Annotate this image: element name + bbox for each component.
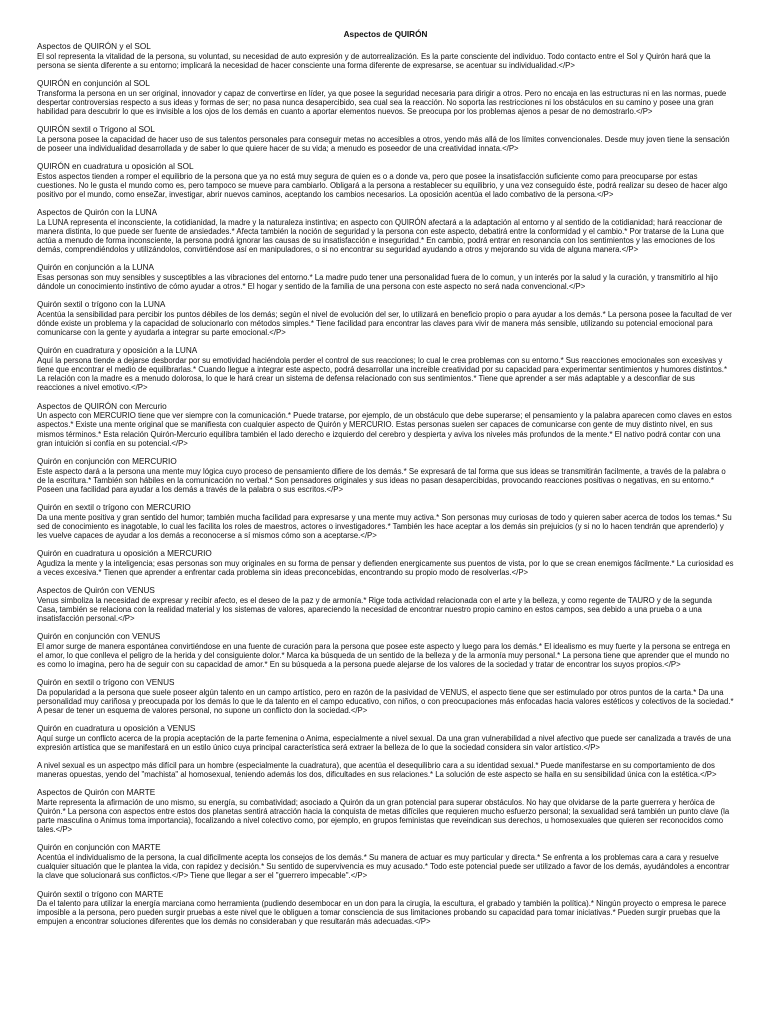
document-section (37, 42, 734, 70)
section-body: A nivel sexual es un aspectpo más difícil para un hombre (especialmente la cuadratura), que acentúa el desequilibrio cara a su identidad sexual.* Puede manifestarse en su comportamiento de dos maneras opuestas, yendo del "machista" al homosexual, teniendo además los dos, dificultades en sus relaciones.* La solución de este aspecto se halla en su sensibilidad única con la estética.</P> (37, 761, 717, 780)
section-heading: Aspectos de QUIRÓN con Mercurio (37, 401, 167, 411)
document-sections (37, 42, 734, 927)
section-heading: Quirón en cuadratura u oposición a MERCURIO (37, 548, 212, 558)
section-body: Aquí la persona tiende a dejarse desbordar por su emotividad haciéndola perder el control de sus reacciones; lo cual le crea problemas con su entorno.* Sus reacciones emocionales son excesivas y tiene que encontrar el medio de equilibrarlas.* Cuando llegue a integrar este aspecto, podrá desarrollar una increible creatividad por su capacidad para experimentar sentimientos y humores distintos.* La relación con la madre es a menudo dolorosa, lo que le hará crear un sistema de defensa relacionado con sus sentimientos.* Tiene que aprender a ser más adaptable y a desconfiar de sus reacciones a nivel emotivo.</P> (37, 356, 727, 393)
document-section (37, 761, 734, 779)
section-body: Este aspecto dará a la persona una mente muy lógica cuyo proceso de pensamiento difiere de los demás.* Se expresará de tal forma que sus ideas se transmitirán facilmente, a través de la palabra o de la escritura.* También son hábiles en la comunicación no verbal.* Son pensadores originales y sus ideas no pasan desapercibidas, provocando reacciones positivas o negativas, en su entorno.* Poseen una facilidad para ayudar a los demás a través de la palabra o sus escritos.</P> (37, 466, 726, 494)
section-body: Da una mente positiva y gran sentido del humor; también mucha facilidad para expresarse y una mente muy activa.* Son personas muy curiosas de todo y quieren saber acerca de todos los temas.* Su sed de conocimiento es inagotable, lo cual les facilita los roles de maestros, actores o investigadores.* También les hace aceptar a los demás sin prejuicios (y si no lo hacen tendrán que aprenderlo) y les vuelve capaces de ayudar a los demás a reconocerse a sí mismos cómo son a aceptarse.</P> (37, 512, 732, 540)
document-section (37, 503, 734, 540)
document-section (37, 79, 734, 116)
document-section (37, 457, 734, 494)
document-section (37, 346, 734, 392)
section-heading: Quirón en cuadratura u oposición a VENUS (37, 724, 196, 734)
section-body: Aquí surge un conflicto acerca de la propia aceptación de la parte femenina o Anima, especialmente a nivel sexual. Da una gran vulnerabilidad a nivel afectivo que puede ser canalizada a través de una expresión artística que se manifestará en un estilo único cuya principal característica será extraer la belleza de lo que la sociedad considera sin valor artístico.</P> (37, 733, 731, 752)
document-section (37, 632, 734, 669)
section-heading: Quirón sextil o trígono con la LUNA (37, 300, 166, 310)
document-section (37, 300, 734, 337)
section-heading: Quirón en conjunción con VENUS (37, 631, 161, 641)
section-heading: Quirón en sextil o trígono con MERCURIO (37, 502, 191, 512)
section-body: Estos aspectos tienden a romper el equilibrio de la persona que ya no está muy segura de quien es o a donde va, pero que posee la insatisfacción suficiente como para preocuparse por estas cuestiones. No le gusta el mundo como es, pero tampoco se mueve para cambiarlo. Obligará a la persona a restablecer su equilibrio, y una vez conseguido éste, podrá realizar su deseo de hacer algo positivo por el mundo, como enseZar, investigar, abrir nuevos caminos, aceptando los cambios necesarios. La oposición acentúa el lado combativo de la persona.</P> (37, 171, 728, 200)
section-body: Transforma la persona en un ser original, innovador y capaz de convertirse en líder, ya que posee la seguridad necesaria para dirigir a otros. Pero no encaja en las estructuras ni en las normas, puede despertar controversias respecto a sus ideas y formas de ser; no pasa nunca desapercibido, sea cual sea la reacción. No soporta las restricciones ni los obstáculos en su camino y posee una gran habilidad para descubrir lo que es invisible a los ojos de los demás en cuanto a aportar elementos nuevos. Se preocupa por los problemas ajenos a pesar de no demostrarlo.</P> (37, 88, 727, 116)
document-section (37, 402, 734, 448)
document-title: Aspectos de QUIRÓN (343, 30, 428, 39)
section-heading: QUIRÓN en conjunción al SOL (37, 78, 150, 88)
section-body: Agudiza la mente y la inteligencia; esas personas son muy originales en su forma de pensar y defienden energicamente sus puentos de vista, por lo que se crean enemigos fácilmente.* La curiosidad es a veces excesiva.* Tienen que aprender a enfrentar cada problema sin ideas preconcebidas, encontrando su propio modo de resolverlas.</P> (37, 558, 734, 577)
section-heading: Aspectos de Quirón con VENUS (37, 585, 155, 595)
section-body: Da popularidad a la persona que suele poseer algún talento en un campo artístico, pero en razón de la pasividad de VENUS, el aspecto tiene que ser estimulado por otros puntos de la carta.* Da una personalidad muy cariñosa y preocupada por los demás lo que le da talento en el campo educativo, con niños, o con preocupaciones más enfocadas hacia valores estéticos y colectivos de la sociedad.* A pesar de tener un esquema de valores personal, no supone un conflicto don la sociedad.</P> (37, 687, 734, 715)
document-section (37, 125, 734, 153)
section-heading: Quirón sextil o trígono con MARTE (37, 889, 164, 899)
document-section (37, 208, 734, 254)
section-body: El sol representa la vitalidad de la persona, su voluntad, su necesidad de auto expresión y de autorrealización. Es la parte consciente del individuo. Todo contacto entre el Sol y Quirón hará que la persona se sienta diferente a su entorno; implicará la necesidad de hacer consciente una forma diferente de expresarse, se acentuar su individualidad.</P> (37, 51, 711, 70)
document-section (37, 890, 734, 927)
section-heading: QUIRÓN sextil o Trígono al SOL (37, 125, 155, 135)
document-section (37, 263, 734, 291)
section-heading: QUIRÓN en cuadratura u oposición al SOL (37, 162, 194, 172)
section-body: La LUNA representa el inconsciente, la cotidianidad, la madre y la naturaleza instintiva; en aspecto con QUIRÓN afectará a la adaptación al entorno y al sentido de la cotidianidad; hará reaccionar de manera distinta, lo que puede ser fuente de ansiedades.* Afecta también la noción de seguridad y la persona con este aspecto, debatirá entre la conformidad y el cambio.* Por tratarse de la Luna que actúa a menudo de forma inconsciente, la persona podrá ignorar las causas de su insatisfacción e inseguridad.* En cambio, podrá entrar en resonancia con los sentimientos y las emociones de los demás, comprendiéndolos y utilizándolos, convirtiéndose así en manipuladores, o si no encontrar su seguridad ayudando a otros y mejorando su vida de alguna manera.</P> (37, 217, 724, 255)
document-section (37, 586, 734, 623)
section-heading: Aspectos de Quirón con la LUNA (37, 208, 158, 218)
section-body: Acentúa el individualismo de la persona, la cual dificilmente acepta los consejos de los demás.* Su manera de actuar es muy particular y directa.* Se enfrenta a los problemas cara a cara y resuelve cualquier situación que le plantea la vida, con rapidez y decisión.* Su sentido de supervivencia es muy acusado.* Todo este potencial puede ser utilizado a favor de los demás, ayudándoles a encontrar la clave que solucionará sus conflictos.</P> Tiene que llegar a ser el "guerrero impecable".</P> (37, 853, 730, 881)
section-heading: Quirón en conjunción con MERCURIO (37, 456, 177, 466)
section-body: Da el talento para utilizar la energía marciana como herramienta (pudiendo desembocar en un don para la cirugía, la escultura, el grabado y también la política).* Ningún proyecto o empresa le parece imposible a la persona, pero pueden surgir pruebas a este nivel que le obliguen a tomar consciencia de sus limitaciones probando su capacidad para tomar iniciativas.* Pueden surgir pruebas que la empujen a encontrar soluciones diferentes que los demás no consideraban y que resultarán más adecuadas.</P> (37, 899, 727, 927)
section-body: Un aspecto con MERCURIO tiene que ver siempre con la comunicación.* Puede tratarse, por ejemplo, de un obstáculo que debe superarse; el pensamiento y la palabra aparecen como claves en estos aspectos.* Existe una mente original que se manifiesta con cualquier aspecto de Quirón y MERCURIO. Estas personas suelen ser capaces de comunicarse con gente de muy distinto nivel, en sus mismos términos.* Esta relación Quirón-Mercurio equilibra también el lado derecho e izquierdo del cerebro y despierta y aviva los niveles más profundos de la mente.* El nativo podrá contar con una gran intuición si confía en su potencial.</P> (37, 411, 732, 448)
section-heading: Quirón en conjunción con MARTE (37, 843, 161, 853)
section-heading: Aspectos de Quirón con MARTE (37, 788, 156, 798)
document-section (37, 843, 734, 880)
section-body: Acentúa la sensibilidad para percibir los puntos débiles de los demás; según el nivel de evolución del ser, lo utilizará en beneficio propio o para ayudar a los demás.* La persona posee la facultad de ver dónde existe un problema y la capacidad de solucionarlo con métodos simples.* Tiene facilidad para encontrar las claves para vivir de manera más sensible, utilizando su potencial emocional para comunicarse con la gente y ayudarla a integrar su parte emocional.</P> (37, 310, 732, 338)
section-heading: Quirón en sextil o trígono con VENUS (37, 678, 175, 687)
section-body: Venus simboliza la necesidad de expresar y recibir afecto, es el deseo de la paz y de armonía.* Rige toda actividad relacionada con el arte y la belleza, y como regente de TAURO y de la segunda Casa, también se relaciona con la realidad material y los sistemas de valores, apareciendo la necesidad de encontrar nuestro propio camino en estos campos, sea debido a una prueba o a una insatisfacción personal.</P> (37, 595, 712, 623)
section-heading: Quirón en conjunción a la LUNA (37, 263, 154, 273)
document-section (37, 678, 734, 715)
section-heading: Aspectos de QUIRÓN y el SOL (37, 42, 151, 51)
document-section (37, 788, 734, 834)
section-body: El amor surge de manera espontánea convirtiéndose en una fuente de curación para la persona que posee este aspecto y luego para los demás.* El idealismo es muy fuerte y la persona se entrega en el amor, lo que conlleva el peligro de la herida y del consiguiente dolor.* Marca ka búsqueda de un sentido de la belleza y de la armonía muy personal.* La persona tiene que aprender que el mundo no es como lo imagina, pero ha de seguir con su capacidad de amor.* En su búsqueda a la persona puede alejarse de los valores de la sociedad y tratar de encontrar los suyos propios.</P> (37, 641, 731, 669)
section-body: Esas personas son muy sensibles y susceptibles a las vibraciones del entorno.* La madre pudo tener una personalidad fuera de lo comun, y un interés por la salud y la curación, y transmitirlo al hijo dándole un conocimiento instintivo de cómo ayudar a otros.* El hogar y sentido de la familia de una persona con este aspecto no será nada convencional.</P> (37, 273, 718, 292)
section-body: La persona posee la capacidad de hacer uso de sus talentos personales para conseguir metas no accesibles a otros, yendo más allá de los límites convencionales. Desde muy joven tiene la sensación de poseer una individualidad desarrollada y de saber lo que quiere hacer de su vida; a menudo es poseedor de una creatividad innata.</P> (37, 134, 730, 153)
document-section (37, 549, 734, 577)
document-section (37, 162, 734, 199)
section-body: Marte representa la afirmación de uno mismo, su energía, su combatividad; asociado a Quirón da un gran potencial para superar obstáculos. No hay que olvidarse de la parte guerrera y heróica de Quirón.* La persona con aspectos entre estos dos planetas sentirá atracción hacia la conquista de metas difíciles que requieren mucho esfuerzo personal; la sexualidad será también un punto clave (la parte masculina o Animus toma importancia), focalizando a nivel colectivo como, por ejemplo, en grupos feministas que reveindican sus derechos, u homosexuales que quieren ser reconocidos como tales.</P> (37, 798, 730, 835)
section-heading: Quirón en cuadratura y oposición a la LUNA (37, 346, 198, 356)
document-section (37, 724, 734, 752)
